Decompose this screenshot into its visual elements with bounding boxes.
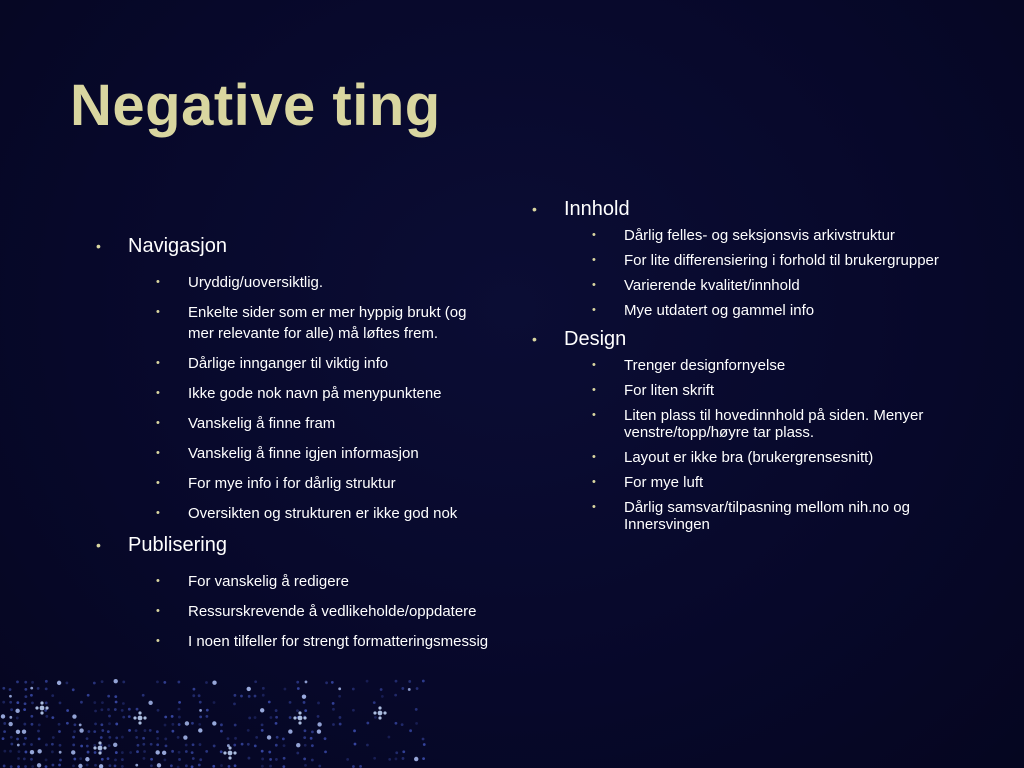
bullet-icon: • (96, 238, 101, 254)
bullet-icon: • (592, 359, 596, 371)
item-text: Liten plass til hovedinnhold på siden. Menyer venstre/topp/høyre tar plass. (624, 407, 924, 441)
list-item (92, 601, 492, 622)
list-item (92, 272, 492, 293)
slide-title: Negative ting (70, 73, 441, 138)
list-item (92, 571, 492, 592)
bullet-icon: • (592, 254, 596, 266)
item-text: Uryddig/uoversiktlig. (188, 274, 324, 291)
bullet-icon: • (592, 409, 596, 421)
sub-list (528, 227, 968, 319)
list-item (528, 474, 968, 491)
bullet-icon: • (156, 357, 160, 369)
list-item (528, 357, 968, 374)
bullet-icon: • (592, 304, 596, 316)
item-text: For mye info i for dårlig struktur (188, 475, 396, 492)
sub-list (92, 571, 492, 652)
item-text: For liten skrift (624, 382, 715, 399)
list-item (92, 631, 492, 652)
list-item (528, 449, 968, 466)
bullet-icon: • (156, 575, 160, 587)
list-item (528, 277, 968, 294)
sub-list (92, 272, 492, 524)
bullet-icon: • (156, 447, 160, 459)
list-item (528, 382, 968, 399)
item-text: Vanskelig å finne fram (188, 415, 336, 432)
bullet-icon: • (156, 477, 160, 489)
item-text: Enkelte sider som er mer hyppig brukt (og mer relevante for alle) må løftes frem. (188, 304, 467, 342)
item-text: For mye luft (624, 474, 704, 491)
list-item (92, 503, 492, 524)
section-innhold (528, 197, 968, 319)
bullet-icon: • (156, 417, 160, 429)
bullet-icon: • (592, 451, 596, 463)
item-text: Mye utdatert og gammel info (624, 302, 815, 319)
heading-text: Navigasjon (128, 235, 227, 257)
item-text: Layout er ikke bra (brukergrensesnitt) (624, 449, 874, 466)
bullet-icon: • (96, 537, 101, 553)
list-item (92, 302, 492, 344)
heading-text: Innhold (564, 198, 630, 220)
bullet-icon: • (532, 331, 537, 347)
bullet-icon: • (592, 229, 596, 241)
item-text: Trenger designfornyelse (624, 357, 786, 374)
bullet-icon: • (592, 476, 596, 488)
item-text: Oversikten og strukturen er ikke god nok (188, 505, 458, 522)
bullet-icon: • (592, 501, 596, 513)
section-heading (528, 327, 968, 351)
bullet-icon: • (592, 279, 596, 291)
section-heading (92, 234, 492, 258)
item-text: Varierende kvalitet/innhold (624, 277, 800, 294)
item-text: Vanskelig å finne igjen informasjon (188, 445, 419, 462)
section-design (528, 327, 968, 533)
heading-text: Publisering (128, 534, 227, 556)
list-item (92, 443, 492, 464)
section-heading (528, 197, 968, 221)
section-publisering (92, 533, 492, 652)
bullet-icon: • (156, 635, 160, 647)
bullet-icon: • (156, 507, 160, 519)
bullet-icon: • (156, 306, 160, 318)
sub-list (528, 357, 968, 533)
item-text: For vanskelig å redigere (188, 573, 349, 590)
left-column (92, 234, 492, 661)
item-text: Dårlig samsvar/tilpasning mellom nih.no og Innersvingen (624, 499, 910, 533)
list-item (528, 252, 968, 269)
item-text: I noen tilfeller for strengt formatteringsmessig (188, 633, 489, 650)
section-heading (92, 533, 492, 557)
section-navigasjon (92, 234, 492, 524)
list-item (528, 302, 968, 319)
bullet-icon: • (156, 387, 160, 399)
item-text: Ikke gode nok navn på menypunktene (188, 385, 442, 402)
right-column (528, 197, 968, 541)
bullet-icon: • (156, 276, 160, 288)
item-text: Dårlige innganger til viktig info (188, 355, 389, 372)
list-item (92, 473, 492, 494)
list-item (92, 353, 492, 374)
item-text: Ressurskrevende å vedlikeholde/oppdatere (188, 603, 477, 620)
item-text: Dårlig felles- og seksjonsvis arkivstruktur (624, 227, 895, 244)
item-text: For lite differensiering i forhold til brukergrupper (624, 252, 939, 269)
bullet-icon: • (156, 605, 160, 617)
list-item (528, 227, 968, 244)
dotted-pattern-decoration (0, 678, 430, 768)
bullet-icon: • (592, 384, 596, 396)
heading-text: Design (564, 328, 627, 350)
list-item (92, 383, 492, 404)
list-item (528, 407, 968, 441)
list-item (528, 499, 968, 533)
bullet-icon: • (532, 201, 537, 217)
list-item (92, 413, 492, 434)
